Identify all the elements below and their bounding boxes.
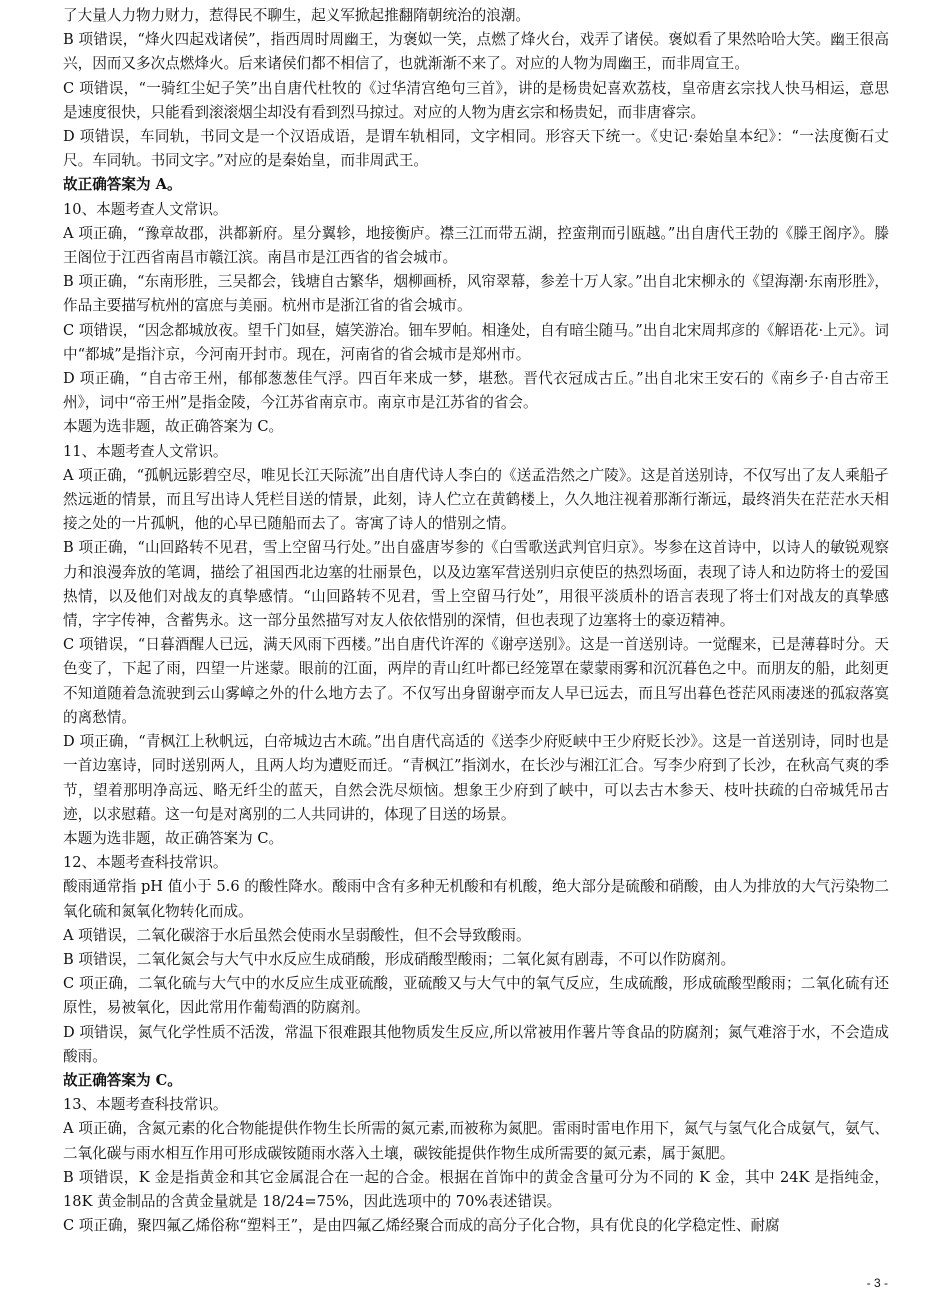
paragraph: D 项错误，氮气化学性质不活泼，常温下很难跟其他物质发生反应,所以常被用作薯片等食品的防腐剂；氮气难溶于水，不会造成酸雨。 bbox=[63, 1023, 889, 1065]
paragraph: A 项错误，二氧化碳溶于水后虽然会使雨水呈弱酸性，但不会导致酸雨。 bbox=[63, 926, 531, 944]
paragraph: B 项正确，“东南形胜，三吴都会，钱塘自古繁华，烟柳画桥，风帘翠幕，参差十万人家。”出自北宋柳永的《望海潮·东南形胜》，作品主要描写杭州的富庶与美丽。杭州市是浙江省的省会城市。 bbox=[63, 273, 889, 315]
paragraph: D 项正确，“青枫江上秋帆远，白帝城边古木疏。”出自唐代高适的《送李少府贬峡中王少府贬长沙》。这是一首送别诗，同时也是一首边塞诗，同时送别两人，且两人均为遭贬而迁。“青枫江”指浏水，在长沙与湘江汇合。写李少府到了长沙，在秋高气爽的季节，望着那明净高远、略无纤尘的蓝天，自然会洗尽烦恼。想象王少府到了峡中，可以去古木参天、枝叶扶疏的白帝城凭吊古迹，以求慰藉。这一句是对离别的二人共同讲的，体现了目送的场景。 bbox=[63, 733, 889, 823]
paragraph: C 项错误，“因念都城放夜。望千门如昼，嬉笑游冶。钿车罗帕。相逢处，自有暗尘随马。”出自北宋周邦彦的《解语花·上元》。词中“都城”是指汴京，今河南开封市。现在，河南省的省会城市是郑州市。 bbox=[63, 321, 889, 363]
paragraph: B 项错误，二氧化氮会与大气中水反应生成硝酸，形成硝酸型酸雨；二氧化氮有剧毒，不可以作防腐剂。 bbox=[63, 950, 736, 968]
answer-line: 本题为选非题，故正确答案为 C。 bbox=[63, 418, 284, 436]
paragraph: A 项正确，含氮元素的化合物能提供作物生长所需的氮元素,而被称为氮肥。雷雨时雷电作用下，氮气与氢气化合成氨气，氨气、二氧化碳与雨水相互作用可形成碳铵随雨水落入土壤，碳铵能提供作物生成所需要的氮元素，属于氮肥。 bbox=[63, 1120, 889, 1162]
paragraph: D 项错误，车同轨，书同文是一个汉语成语，是谓车轨相同，文字相同。形容天下统一。《史记·秦始皇本纪》：“一法度衡石丈尺。车同轨。书同文字。”对应的是秦始皇，而非周武王。 bbox=[63, 128, 889, 170]
page-number: - 3 - bbox=[866, 1276, 888, 1290]
paragraph: B 项正确，“山回路转不见君，雪上空留马行处。”出自盛唐岑参的《白雪歌送武判官归京》。岑参在这首诗中，以诗人的敏锐观察力和浪漫奔放的笔调，描绘了祖国西北边塞的壮丽景色，以及边塞军营送别归京使臣的热烈场面，表现了诗人和边防将士的爱国热情，以及他们对战友的真挚感情。“山回路转不见君，雪上空留马行处”，用很平淡质朴的语言表现了将士们对战友的真挚感情，字字传神，含蓄隽永。这一部分虽然描写对友人依依惜别的深情，但也表现了边塞将士的豪迈精神。 bbox=[63, 539, 889, 630]
paragraph: B 项错误，K 金是指黄金和其它金属混合在一起的合金。根据在首饰中的黄金含量可分为不同的 K 金，其中 24K 是指纯金，18K 黄金制品的含黄金量就是 18/24=75%，因此选项中的 70%表述错误。 bbox=[63, 1168, 889, 1210]
paragraph: C 项正确，二氧化硫与大气中的水反应生成亚硫酸，亚硫酸又与大气中的氧气反应，生成硫酸，形成硫酸型酸雨；二氧化硫有还原性，易被氧化，因此常用作葡萄酒的防腐剂。 bbox=[63, 975, 889, 1017]
paragraph: C 项错误，“一骑红尘妃子笑”出自唐代杜牧的《过华清宫绝句三首》，讲的是杨贵妃喜欢荔枝，皇帝唐玄宗找人快马相运，意思是速度很快，只能看到滚滚烟尘却没有看到烈马掠过。对应的人物为唐玄宗和杨贵妃，而非唐睿宗。 bbox=[63, 79, 889, 121]
paragraph: C 项正确，聚四氟乙烯俗称“塑料王”，是由四氟乙烯经聚合而成的高分子化合物，具有优良的化学稳定性、耐腐 bbox=[63, 1217, 780, 1235]
paragraph: B 项错误，“烽火四起戏诸侯”，指西周时周幽王，为褒姒一笑，点燃了烽火台，戏弄了诸侯。褒姒看了果然哈哈大笑。幽王很高兴，因而又多次点燃烽火。后来诸侯们都不相信了，也就渐渐不来了。对应的人物为周幽王，而非周宣王。 bbox=[63, 31, 889, 73]
answer-line: 故正确答案为 A。 bbox=[63, 176, 182, 194]
answer-line: 故正确答案为 C。 bbox=[63, 1071, 182, 1089]
question-heading: 12、本题考查科技常识。 bbox=[63, 854, 228, 872]
answer-line: 本题为选非题，故正确答案为 C。 bbox=[63, 829, 284, 847]
paragraph: 了大量人力物力财力，惹得民不聊生，起义军掀起推翻隋朝统治的浪潮。 bbox=[63, 7, 531, 24]
paragraph: D 项正确，“自古帝王州，郁郁葱葱佳气浮。四百年来成一梦，堪愁。晋代衣冠成古丘。”出自北宋王安石的《南乡子·自古帝王州》，词中“帝王州”是指金陵，今江苏省南京市。南京市是江苏省的省会。 bbox=[63, 370, 889, 412]
paragraph: C 项错误，“日暮酒醒人已远，满天风雨下西楼。”出自唐代许浑的《谢亭送别》。这是一首送别诗。一觉醒来，已是薄暮时分。天色变了，下起了雨，四望一片迷蒙。眼前的江面，两岸的青山红叶都已经笼罩在蒙蒙雨雾和沉沉暮色之中。而朋友的船，此刻更不知道随着急流驶到云山雾嶂之外的什么地方去了。不仅写出身留谢亭而友人早已远去，而且写出暮色苍茫风雨凄迷的孤寂落寞的离愁情。 bbox=[63, 636, 889, 726]
paragraph: 酸雨通常指 pH 值小于 5.6 的酸性降水。酸雨中含有多种无机酸和有机酸，绝大部分是硫酸和硝酸，由人为排放的大气污染物二氧化硫和氮氧化物转化而成。 bbox=[63, 878, 889, 920]
paragraph: A 项正确，“孤帆远影碧空尽，唯见长江天际流”出自唐代诗人李白的《送孟浩然之广陵》。这是首送别诗，不仅写出了友人乘船孑然远逝的情景，而且写出诗人凭栏目送的情景，此刻，诗人伫立在黄鹤楼上，久久地注视着那渐行渐远，最终消失在茫茫水天相接之处的一片孤帆，他的心早已随船而去了。寄寓了诗人的惜别之情。 bbox=[63, 466, 889, 533]
question-heading: 11、本题考查人文常识。 bbox=[63, 442, 228, 460]
question-heading: 13、本题考查科技常识。 bbox=[63, 1096, 228, 1114]
paragraph: A 项正确，“豫章故郡，洪都新府。星分翼轸，地接衡庐。襟三江而带五湖，控蛮荆而引瓯越。”出自唐代王勃的《滕王阁序》。滕王阁位于江西省南昌市赣江滨。南昌市是江西省的省会城市。 bbox=[63, 224, 889, 267]
document-body bbox=[63, 4, 889, 1238]
question-heading: 10、本题考查人文常识。 bbox=[63, 200, 228, 218]
